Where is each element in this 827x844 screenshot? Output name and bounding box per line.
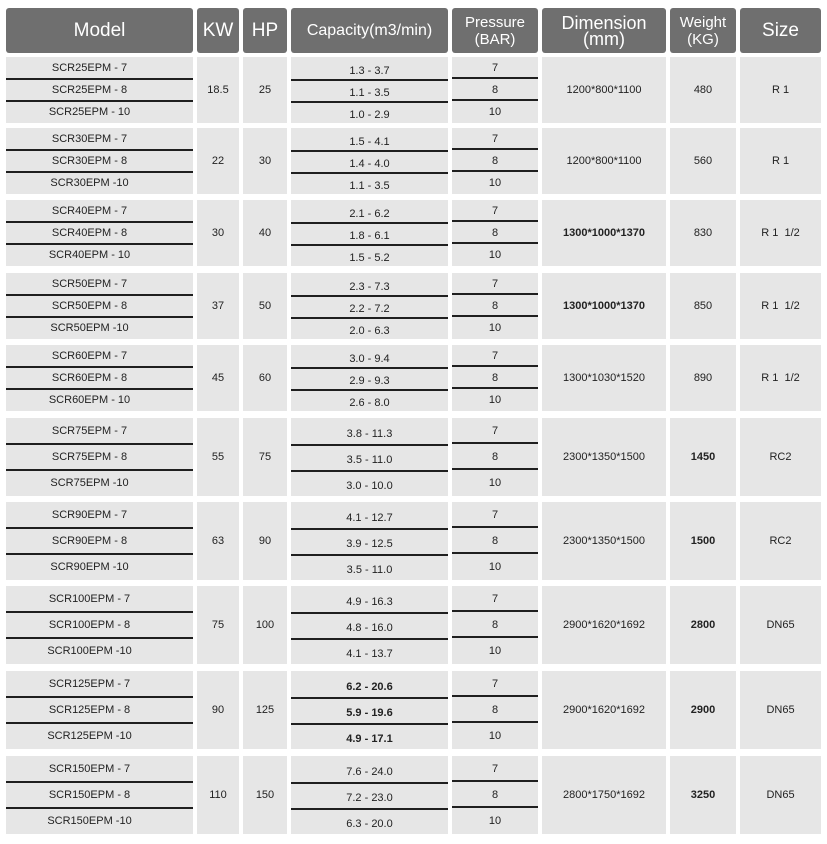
capacity-value: 2.9 - 9.3 (349, 375, 390, 387)
pressure-value: 7 (491, 62, 499, 74)
capacity-value: 6.2 - 20.6 (346, 681, 393, 693)
weight-value: 560 (670, 128, 736, 194)
pressure-cell (452, 502, 538, 580)
capacity-cell (291, 586, 448, 664)
pressure-value: 8 (491, 372, 499, 384)
model-cell (6, 273, 193, 339)
weight-value: 1500 (670, 502, 736, 580)
dimension-value: 2300*1350*1500 (542, 502, 666, 580)
model-cell (6, 128, 193, 194)
size-value: DN65 (740, 671, 821, 749)
pressure-cell (452, 128, 538, 194)
model-name: SCR150EPM - 7 (48, 763, 131, 775)
row-divider-line (452, 293, 538, 295)
weight-value: 850 (670, 273, 736, 339)
kw-value: 30 (197, 200, 239, 266)
kw-value: 75 (197, 586, 239, 664)
row-divider-line (6, 388, 193, 390)
header-weight-label: Weight (679, 13, 727, 31)
row-divider-line (6, 171, 193, 173)
capacity-cell (291, 756, 448, 834)
pressure-value: 7 (491, 205, 499, 217)
row-divider-line (452, 806, 538, 808)
size-value: R 1 1/2 (740, 345, 821, 411)
model-name: SCR30EPM -10 (50, 177, 129, 189)
row-divider-line (291, 697, 448, 699)
model-name: SCR90EPM -10 (50, 561, 129, 573)
row-divider-line (452, 721, 538, 723)
pressure-value: 8 (491, 451, 499, 463)
weight-value: 830 (670, 200, 736, 266)
weight-value: 3250 (670, 756, 736, 834)
model-cell (6, 418, 193, 496)
row-divider-line (291, 389, 448, 391)
model-cell (6, 586, 193, 664)
capacity-value: 1.5 - 4.1 (349, 136, 390, 148)
capacity-value: 4.1 - 13.7 (346, 648, 393, 660)
size-value: R 1 (740, 57, 821, 123)
row-divider-line (6, 611, 193, 613)
row-divider-line (452, 468, 538, 470)
header-pressure (452, 8, 538, 53)
pressure-cell (452, 57, 538, 123)
pressure-value: 10 (488, 177, 502, 189)
header-hp-label: HP (251, 19, 279, 41)
pressure-value: 10 (488, 730, 502, 742)
model-name: SCR125EPM - 8 (48, 704, 131, 716)
model-name: SCR25EPM - 8 (51, 84, 128, 96)
pressure-value: 10 (488, 477, 502, 489)
hp-value: 40 (243, 200, 287, 266)
pressure-cell (452, 671, 538, 749)
row-divider-line (452, 526, 538, 528)
row-divider-line (6, 316, 193, 318)
model-name: SCR90EPM - 7 (51, 509, 128, 521)
model-name: SCR30EPM - 8 (51, 155, 128, 167)
row-divider-line (291, 528, 448, 530)
model-name: SCR150EPM - 8 (48, 789, 131, 801)
pressure-value: 8 (491, 155, 499, 167)
pressure-value: 8 (491, 300, 499, 312)
model-name: SCR100EPM - 7 (48, 593, 131, 605)
pressure-value: 8 (491, 535, 499, 547)
model-name: SCR75EPM - 7 (51, 425, 128, 437)
model-name: SCR125EPM - 7 (48, 678, 131, 690)
row-divider-line (452, 695, 538, 697)
row-divider-line (6, 443, 193, 445)
pressure-value: 8 (491, 789, 499, 801)
capacity-value: 4.1 - 12.7 (346, 512, 393, 524)
capacity-value: 3.9 - 12.5 (346, 538, 393, 550)
pressure-value: 10 (488, 249, 502, 261)
pressure-value: 7 (491, 425, 499, 437)
row-divider-line (291, 317, 448, 319)
dimension-value: 1300*1030*1520 (542, 345, 666, 411)
row-divider-line (291, 808, 448, 810)
pressure-value: 8 (491, 84, 499, 96)
hp-value: 50 (243, 273, 287, 339)
dimension-value: 2900*1620*1692 (542, 586, 666, 664)
capacity-value: 3.5 - 11.0 (346, 454, 393, 466)
kw-value: 45 (197, 345, 239, 411)
dimension-value: 1200*800*1100 (542, 57, 666, 123)
hp-value: 100 (243, 586, 287, 664)
pressure-cell (452, 345, 538, 411)
size-value: R 1 1/2 (740, 273, 821, 339)
pressure-value: 7 (491, 278, 499, 290)
capacity-value: 2.1 - 6.2 (349, 208, 390, 220)
row-divider-line (6, 696, 193, 698)
capacity-cell (291, 502, 448, 580)
capacity-value: 7.2 - 23.0 (346, 792, 393, 804)
row-divider-line (291, 150, 448, 152)
kw-value: 90 (197, 671, 239, 749)
kw-value: 37 (197, 273, 239, 339)
kw-value: 55 (197, 418, 239, 496)
header-weight (670, 8, 736, 53)
dimension-value: 2800*1750*1692 (542, 756, 666, 834)
row-divider-line (452, 610, 538, 612)
model-name: SCR75EPM -10 (50, 477, 129, 489)
pressure-value: 10 (488, 322, 502, 334)
row-divider-line (6, 78, 193, 80)
header-weight-unit: (KG) (687, 30, 719, 48)
row-divider-line (291, 782, 448, 784)
header-pressure-unit: (BAR) (474, 30, 516, 48)
capacity-value: 3.0 - 10.0 (346, 480, 393, 492)
capacity-cell (291, 128, 448, 194)
capacity-value: 1.8 - 6.1 (349, 230, 390, 242)
model-name: SCR40EPM - 10 (48, 249, 131, 261)
capacity-value: 2.3 - 7.3 (349, 281, 390, 293)
size-value: R 1 1/2 (740, 200, 821, 266)
header-size (740, 8, 821, 53)
dimension-value: 1300*1000*1370 (542, 200, 666, 266)
row-divider-line (291, 470, 448, 472)
capacity-value: 3.8 - 11.3 (346, 428, 393, 440)
header-dimension (542, 8, 666, 53)
header-capacity-label: Capacity(m3/min) (306, 21, 433, 39)
pressure-cell (452, 200, 538, 266)
model-name: SCR75EPM - 8 (51, 451, 128, 463)
model-cell (6, 671, 193, 749)
pressure-cell (452, 418, 538, 496)
model-name: SCR150EPM -10 (47, 815, 132, 827)
kw-value: 18.5 (197, 57, 239, 123)
hp-value: 60 (243, 345, 287, 411)
model-name: SCR100EPM -10 (47, 645, 132, 657)
model-name: SCR40EPM - 7 (51, 205, 128, 217)
row-divider-line (452, 365, 538, 367)
capacity-value: 6.3 - 20.0 (346, 818, 393, 830)
pressure-value: 10 (488, 815, 502, 827)
weight-value: 2900 (670, 671, 736, 749)
row-divider-line (452, 552, 538, 554)
size-value: DN65 (740, 586, 821, 664)
pressure-value: 10 (488, 561, 502, 573)
pressure-value: 10 (488, 394, 502, 406)
dimension-value: 2300*1350*1500 (542, 418, 666, 496)
capacity-cell (291, 671, 448, 749)
row-divider-line (291, 367, 448, 369)
capacity-value: 4.9 - 17.1 (346, 733, 393, 745)
hp-value: 75 (243, 418, 287, 496)
model-name: SCR40EPM - 8 (51, 227, 128, 239)
capacity-value: 4.8 - 16.0 (346, 622, 393, 634)
pressure-value: 8 (491, 704, 499, 716)
row-divider-line (6, 807, 193, 809)
pressure-value: 8 (491, 619, 499, 631)
pressure-value: 7 (491, 763, 499, 775)
header-capacity (291, 8, 448, 53)
model-name: SCR100EPM - 8 (48, 619, 131, 631)
kw-value: 22 (197, 128, 239, 194)
row-divider-line (6, 366, 193, 368)
header-size-label: Size (762, 19, 799, 41)
model-cell (6, 200, 193, 266)
size-value: R 1 (740, 128, 821, 194)
weight-value: 890 (670, 345, 736, 411)
pressure-value: 10 (488, 106, 502, 118)
dimension-value: 1200*800*1100 (542, 128, 666, 194)
model-cell (6, 502, 193, 580)
row-divider-line (6, 294, 193, 296)
header-kw (197, 8, 239, 53)
model-name: SCR30EPM - 7 (51, 133, 128, 145)
weight-value: 2800 (670, 586, 736, 664)
capacity-value: 4.9 - 16.3 (346, 596, 393, 608)
row-divider-line (452, 636, 538, 638)
row-divider-line (6, 469, 193, 471)
size-value: RC2 (740, 418, 821, 496)
row-divider-line (452, 77, 538, 79)
weight-value: 1450 (670, 418, 736, 496)
capacity-value: 2.0 - 6.3 (349, 325, 390, 337)
model-name: SCR25EPM - 10 (48, 106, 131, 118)
pressure-cell (452, 756, 538, 834)
pressure-value: 7 (491, 678, 499, 690)
row-divider-line (452, 242, 538, 244)
row-divider-line (6, 722, 193, 724)
model-cell (6, 345, 193, 411)
row-divider-line (452, 780, 538, 782)
row-divider-line (291, 444, 448, 446)
capacity-cell (291, 57, 448, 123)
row-divider-line (6, 243, 193, 245)
header-pressure-label: Pressure (464, 13, 526, 31)
model-cell (6, 756, 193, 834)
model-name: SCR60EPM - 7 (51, 350, 128, 362)
row-divider-line (291, 638, 448, 640)
capacity-value: 3.5 - 11.0 (346, 564, 393, 576)
capacity-cell (291, 273, 448, 339)
pressure-value: 8 (491, 227, 499, 239)
pressure-value: 7 (491, 509, 499, 521)
hp-value: 25 (243, 57, 287, 123)
row-divider-line (6, 100, 193, 102)
hp-value: 125 (243, 671, 287, 749)
model-name: SCR125EPM -10 (47, 730, 132, 742)
capacity-cell (291, 345, 448, 411)
model-cell (6, 57, 193, 123)
capacity-value: 2.6 - 8.0 (349, 397, 390, 409)
pressure-value: 7 (491, 593, 499, 605)
pressure-value: 7 (491, 350, 499, 362)
capacity-cell (291, 200, 448, 266)
capacity-value: 2.2 - 7.2 (349, 303, 390, 315)
dimension-value: 1300*1000*1370 (542, 273, 666, 339)
header-model (6, 8, 193, 53)
dimension-value: 2900*1620*1692 (542, 671, 666, 749)
row-divider-line (452, 99, 538, 101)
row-divider-line (291, 101, 448, 103)
hp-value: 150 (243, 756, 287, 834)
row-divider-line (291, 222, 448, 224)
capacity-value: 5.9 - 19.6 (346, 707, 393, 719)
model-name: SCR90EPM - 8 (51, 535, 128, 547)
row-divider-line (452, 220, 538, 222)
pressure-value: 7 (491, 133, 499, 145)
capacity-value: 1.1 - 3.5 (349, 87, 390, 99)
capacity-cell (291, 418, 448, 496)
row-divider-line (6, 637, 193, 639)
capacity-value: 1.4 - 4.0 (349, 158, 390, 170)
weight-value: 480 (670, 57, 736, 123)
row-divider-line (291, 612, 448, 614)
kw-value: 110 (197, 756, 239, 834)
header-hp (243, 8, 287, 53)
header-kw-label: KW (202, 19, 234, 41)
row-divider-line (291, 79, 448, 81)
capacity-value: 3.0 - 9.4 (349, 353, 390, 365)
row-divider-line (452, 387, 538, 389)
row-divider-line (291, 723, 448, 725)
capacity-value: 7.6 - 24.0 (346, 766, 393, 778)
row-divider-line (452, 442, 538, 444)
row-divider-line (6, 781, 193, 783)
row-divider-line (6, 527, 193, 529)
header-model-label: Model (73, 19, 126, 41)
size-value: RC2 (740, 502, 821, 580)
row-divider-line (452, 148, 538, 150)
capacity-value: 1.5 - 5.2 (349, 252, 390, 264)
capacity-value: 1.0 - 2.9 (349, 109, 390, 121)
size-value: DN65 (740, 756, 821, 834)
model-name: SCR50EPM - 8 (51, 300, 128, 312)
row-divider-line (452, 170, 538, 172)
header-dimension-unit: (mm) (583, 28, 625, 49)
row-divider-line (6, 149, 193, 151)
model-name: SCR50EPM -10 (50, 322, 129, 334)
row-divider-line (291, 244, 448, 246)
pressure-cell (452, 273, 538, 339)
hp-value: 90 (243, 502, 287, 580)
pressure-value: 10 (488, 645, 502, 657)
pressure-cell (452, 586, 538, 664)
capacity-value: 1.3 - 3.7 (349, 65, 390, 77)
model-name: SCR25EPM - 7 (51, 62, 128, 74)
row-divider-line (291, 554, 448, 556)
model-name: SCR60EPM - 10 (48, 394, 131, 406)
row-divider-line (6, 553, 193, 555)
row-divider-line (291, 295, 448, 297)
model-name: SCR60EPM - 8 (51, 372, 128, 384)
kw-value: 63 (197, 502, 239, 580)
hp-value: 30 (243, 128, 287, 194)
row-divider-line (6, 221, 193, 223)
row-divider-line (452, 315, 538, 317)
capacity-value: 1.1 - 3.5 (349, 180, 390, 192)
header-dimension-label: Dimension (561, 12, 647, 33)
row-divider-line (291, 172, 448, 174)
model-name: SCR50EPM - 7 (51, 278, 128, 290)
